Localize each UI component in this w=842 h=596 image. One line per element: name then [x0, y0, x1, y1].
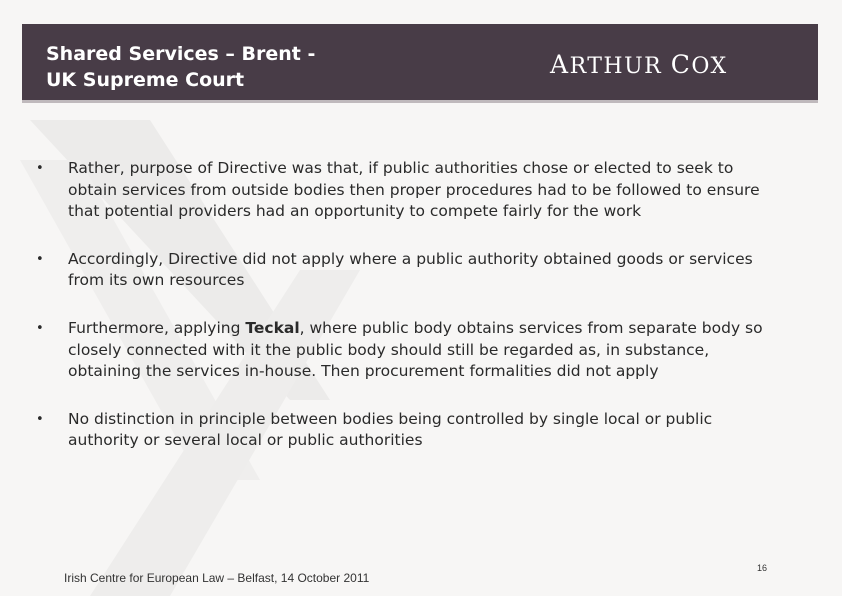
- arthur-cox-logo: [550, 50, 728, 79]
- bullet-marker: •: [36, 251, 44, 267]
- bullet-text-before: Furthermore, applying: [68, 318, 246, 337]
- logo-letters-rthur: RTHUR: [569, 54, 671, 79]
- bullet-item: [36, 158, 776, 223]
- bullet-text-after: , where public body obtains services from separate body so closely connected with it the public body should still be regarded as, in substance, obtaining the services in-house. Then procurement formalities did not apply: [68, 318, 763, 381]
- bullet-text: Rather, purpose of Directive was that, if public authorities chose or elected to seek to obtain services from outside bodies then proper procedures had to be followed to ensure that potential providers had an opportunity to compete fairly for the work: [68, 159, 760, 221]
- slide-title: [46, 41, 315, 93]
- footer-text: Irish Centre for European Law – Belfast, 14 October 2011: [64, 571, 370, 585]
- bullet-text: Accordingly, Directive did not apply where a public authority obtained goods or services from its own resources: [68, 249, 753, 290]
- bullet-list: [36, 158, 776, 478]
- title-bar: [22, 24, 818, 103]
- bullet-item: [36, 249, 776, 292]
- title-line-2: UK Supreme Court: [46, 69, 245, 91]
- bullet-marker: •: [36, 161, 44, 176]
- teckal-case-name: Teckal: [245, 318, 300, 337]
- bullet-marker: •: [36, 411, 44, 427]
- bullet-text: [68, 319, 763, 380]
- bullet-text: No distinction in principle between bodies being controlled by single local or public authority or several local or public authorities: [68, 409, 713, 450]
- page-number: 16: [757, 563, 768, 573]
- bullet-item: [36, 318, 776, 383]
- logo-letter-a: A: [550, 50, 570, 79]
- title-line-1: Shared Services – Brent -: [46, 43, 316, 65]
- logo-letters-ox: OX: [691, 54, 728, 79]
- logo-letter-c: C: [670, 50, 692, 79]
- bullet-marker: •: [36, 320, 44, 336]
- bullet-item: [36, 409, 776, 452]
